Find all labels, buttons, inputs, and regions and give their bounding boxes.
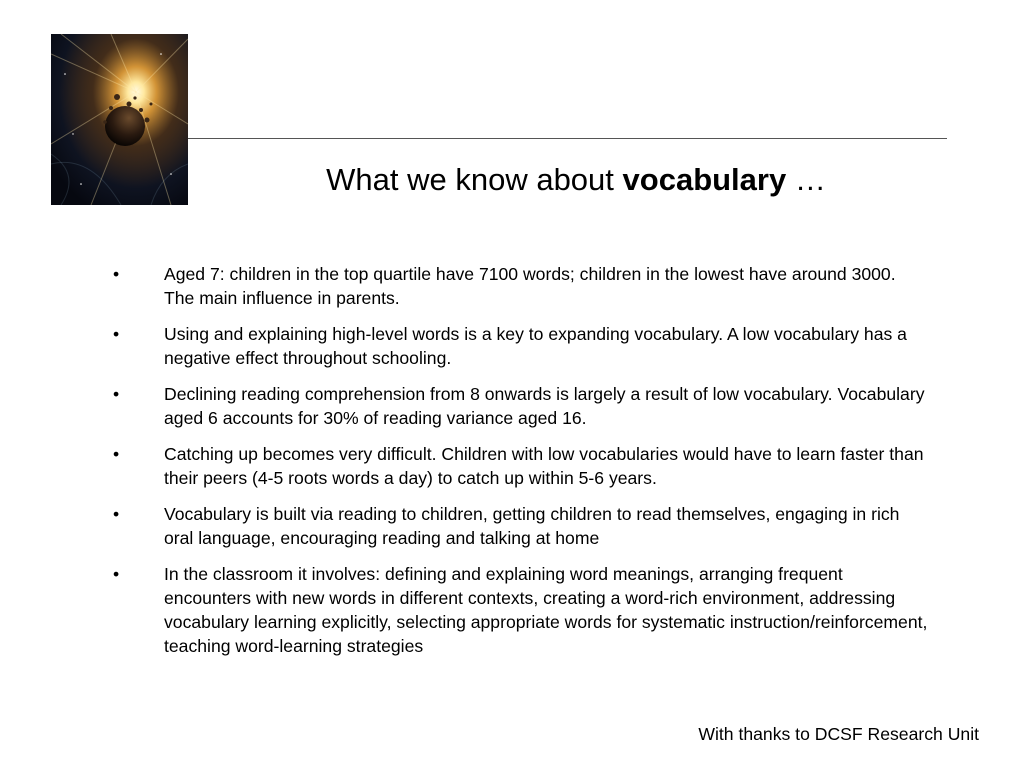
bullet-text: Declining reading comprehension from 8 onwards is largely a result of low vocabulary. Vocabulary aged 6 accounts for 30% of reading variance aged 16.	[164, 384, 925, 428]
bullet-point-icon: •	[113, 504, 120, 524]
bullet-point-icon: •	[113, 324, 120, 344]
title-prefix: What we know about	[326, 162, 623, 197]
bullet-point-icon: •	[113, 564, 120, 584]
bullet-text: Aged 7: children in the top quartile have 7100 words; children in the lowest have around 3000. The main influence in parents.	[164, 264, 896, 308]
bullet-item	[110, 562, 930, 658]
slide-title	[188, 158, 964, 202]
title-emphasis: vocabulary	[622, 162, 787, 197]
bullet-item	[110, 262, 930, 310]
bullet-text: In the classroom it involves: defining and explaining word meanings, arranging frequent encounters with new words in different contexts, creating a word-rich environment, addressing vocabulary learning explicitly, selecting appropriate words for systematic instruction/reinforcement, teaching word-learning strategies	[164, 564, 928, 656]
bullet-point-icon: •	[113, 444, 120, 464]
bullet-point-icon: •	[113, 264, 120, 284]
title-divider	[188, 138, 947, 139]
bullet-point-icon: •	[113, 384, 120, 404]
bullet-list	[110, 262, 930, 670]
title-suffix: …	[786, 162, 826, 197]
footer-credit: With thanks to DCSF Research Unit	[698, 724, 979, 744]
bullet-text: Vocabulary is built via reading to children, getting children to read themselves, engaging in rich oral language, encouraging reading and talking at home	[164, 504, 900, 548]
bullet-item	[110, 322, 930, 370]
bullet-text: Using and explaining high-level words is a key to expanding vocabulary. A low vocabulary has a negative effect throughout schooling.	[164, 324, 907, 368]
bullet-item	[110, 502, 930, 550]
exploding-star-icon	[51, 34, 188, 205]
bullet-item	[110, 382, 930, 430]
bullet-item	[110, 442, 930, 490]
bullet-text: Catching up becomes very difficult. Children with low vocabularies would have to learn faster than their peers (4-5 roots words a day) to catch up within 5-6 years.	[164, 444, 924, 488]
